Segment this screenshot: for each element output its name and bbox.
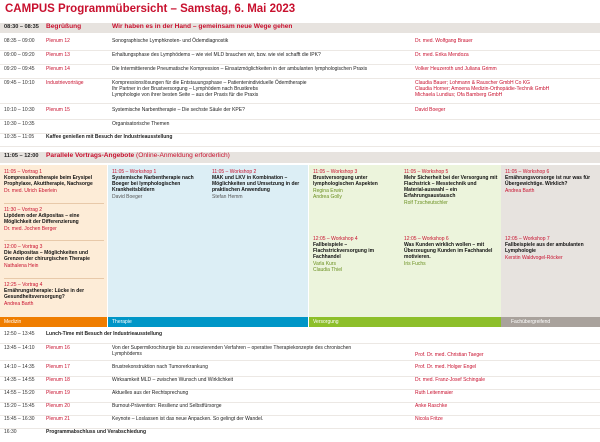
workshop-speaker: Claudia Thiel [313, 267, 343, 273]
row-time: 13:45 – 14:10 [4, 345, 35, 351]
workshop-title: Fallbeispiele aus der ambulanten Lymphologie [505, 242, 584, 254]
workshop-title: Fallbeispiele – Flachstrickversorgung im Fachhandel [313, 242, 375, 260]
workshop-head: 12:05 – Workshop 7 [505, 236, 550, 242]
workshop-title: Systemische Narbentherapie nach Boeger bei lymphologischen Krankheitsbildern [112, 175, 194, 193]
row-desc: Kaffee genießen mit Besuch der Industrieausstellung [46, 134, 173, 140]
workshop-head: 12:05 – Workshop 4 [313, 236, 358, 242]
divider [4, 278, 104, 279]
workshop-card [313, 236, 398, 273]
workshop-head: 11:05 – Workshop 6 [505, 169, 550, 175]
industry-row [0, 80, 600, 104]
parallel-title: Parallele Vortrags-Angebote (Online-Anmeldung erforderlich) [46, 152, 230, 159]
page-title: CAMPUS Programmübersicht – Samstag, 6. Mai 2023 [5, 3, 296, 15]
row-label: Plenum 18 [46, 377, 70, 383]
row-speaker: Volker Heuzeroth und Juliana Grimm [415, 66, 497, 72]
row-desc: Lunch-Time mit Besuch der Industrieausstellung [46, 331, 163, 337]
schedule-row [0, 345, 600, 361]
industry-speaker-1: Claudia Bauer; Lohmann & Rauscher GmbH Co KG [415, 80, 531, 86]
vortrag-title: Ernährungstherapie: Lücke in der Gesundheitsversorgung? [4, 288, 85, 300]
vortrag-speaker: Andrea Barth [4, 301, 34, 307]
opening-label: Begrüßung [46, 23, 82, 30]
industry-speaker-3: Michaela Lundius; Ofa Bamberg GmbH [415, 92, 503, 98]
schedule-row [0, 38, 600, 51]
divider [4, 203, 104, 204]
row-desc: Die Intermittierende Pneumatische Kompression – Einsatzmöglichkeiten in der ambulanten lymphologischen Praxis [112, 66, 368, 72]
row-time: 14:55 – 15:20 [4, 390, 35, 396]
row-speaker: Anke Raschke [415, 403, 448, 409]
row-speaker: Dr. med. Erika Mendoza [415, 52, 469, 58]
row-speaker: David Boeger [415, 107, 446, 113]
row-label: Plenum 13 [46, 52, 70, 58]
schedule-row [0, 377, 600, 390]
industry-desc-2: Ihr Partner in der Brustversorgung – Lymphödem nach Brustkrebs [112, 86, 258, 92]
row-speaker: Prof. Dr. med. Holger Engel [415, 364, 477, 370]
row-time: 14:10 – 14:35 [4, 364, 35, 370]
row-speaker: Ruth Leitenmaier [415, 390, 454, 396]
vortrag-title: Kompressionstherapie beim Erysipel Prophylaxe, Akuttherapie, Nachsorge [4, 175, 93, 187]
legend-fach: Fachübergreifend [501, 317, 600, 327]
vortrag-card [4, 207, 106, 232]
row-desc: Brustrekonstruktion nach Tumorerkrankung [112, 364, 208, 370]
divider [4, 240, 104, 241]
row-label: Plenum 16 [46, 345, 70, 351]
row-desc: Keynote – Loslassen ist das neue Anpacken. So gelingt der Wandel. [112, 416, 264, 422]
row-time: 14:35 – 14:55 [4, 377, 35, 383]
workshop-card [404, 236, 498, 267]
row-time: 10:35 – 11:05 [4, 134, 35, 140]
row-time: 15:45 – 16:30 [4, 416, 35, 422]
row-time: 12:50 – 13:45 [4, 331, 35, 337]
row-speaker: Prof. Dr. med. Christian Taeger [415, 352, 484, 358]
legend-versorgung: Versorgung [309, 317, 501, 327]
lunch-row [0, 331, 600, 344]
workshop-head: 11:05 – Workshop 3 [313, 169, 358, 175]
workshop-speaker: Kerstin Waldvogel-Röcker [505, 255, 563, 261]
vortrag-card [4, 169, 106, 194]
workshop-speaker: Varla Kurs [313, 261, 336, 267]
row-label: Plenum 14 [46, 66, 70, 72]
workshop-speaker: Andrea Barth [505, 188, 535, 194]
workshop-card [112, 169, 205, 200]
vortrag-speaker: Dr. med. Ulrich Eberlein [4, 188, 57, 194]
workshop-speaker: Stefan Hemm [212, 194, 243, 200]
schedule-row [0, 52, 600, 65]
vortrag-head: 12:00 – Vortrag 3 [4, 244, 43, 250]
row-time: 10:10 – 10:30 [4, 107, 35, 113]
row-speaker: Dr. med. Franz-Josef Schingale [415, 377, 486, 383]
workshop-speaker: David Boeger [112, 194, 143, 200]
vortrag-head: 11:30 – Vortrag 2 [4, 207, 42, 213]
legend-therapie: Therapie [108, 317, 308, 327]
parallel-bar [0, 152, 600, 163]
row-time: 15:20 – 15:45 [4, 403, 35, 409]
workshop-title: Brustversorgung unter lymphologischen Aspekten [313, 175, 378, 187]
row-desc: Wirksamkeit MLD – zwischen Wunsch und Wirklichkeit [112, 377, 234, 383]
opening-time: 08:30 – 08:35 [4, 24, 39, 30]
row-desc: Von der Supermikrochirurgie bis zu resezierenden Verfahren – operative Therapiekonzepte des chronischen Lymphödems [112, 345, 352, 357]
coffee-row [0, 134, 600, 147]
workshop-card [404, 169, 498, 206]
row-time: 09:00 – 09:20 [4, 52, 35, 58]
row-time: 08:35 – 09:00 [4, 38, 35, 44]
row-label: Plenum 19 [46, 390, 70, 396]
workshop-head: 11:05 – Workshop 5 [404, 169, 449, 175]
workshop-card [313, 169, 398, 200]
row-desc: Burnout-Prävention: Resilienz und Selbstfürsorge [112, 403, 222, 409]
row-speaker: Dr. med. Wolfgang Brauer [415, 38, 473, 44]
workshop-card [505, 236, 597, 261]
vortrag-title: Die Adipositas – Möglichkeiten und Grenzen der chirurgischen Therapie [4, 250, 90, 262]
workshop-head: 12:05 – Workshop 6 [404, 236, 449, 242]
schedule-row [0, 107, 600, 120]
row-time: 16:30 [4, 429, 17, 435]
workshop-head: 11:05 – Workshop 1 [112, 169, 157, 175]
vortrag-card [4, 282, 106, 307]
row-desc: Organisatorische Themen [112, 121, 170, 127]
schedule-row [0, 390, 600, 403]
industry-desc-1: Kompressionslösungen für die Entstauungsphase – Patientenindividuelle Ödemtherapie [112, 80, 307, 86]
row-desc: Systemische Narbentherapie – Die sechste Säule der KPE? [112, 107, 245, 113]
row-desc: Aktuelles aus der Rechtsprechung [112, 390, 189, 396]
vortrag-card [4, 244, 106, 269]
row-time: 09:45 – 10:10 [4, 80, 35, 86]
opening-text: Wir haben es in der Hand – gemeinsam neue Wege gehen [112, 23, 293, 30]
row-label: Industrievorträge [46, 80, 84, 86]
row-label: Plenum 12 [46, 38, 70, 44]
legend-medizin: Medizin [0, 317, 107, 327]
vortrag-head: 11:05 – Vortrag 1 [4, 169, 42, 175]
row-speaker: Nicola Fritze [415, 416, 443, 422]
vortrag-head: 12:25 – Vortrag 4 [4, 282, 43, 288]
row-label: Plenum 17 [46, 364, 70, 370]
schedule-row [0, 66, 600, 79]
row-desc: Sonographische Lymphknoten- und Ödemdiagnostik [112, 38, 229, 44]
workshop-card [212, 169, 305, 200]
parallel-time: 11:05 – 12:00 [4, 153, 39, 159]
opening-bar [0, 23, 600, 33]
industry-desc-3: Lymphologie von ihrer besten Seite – aus der Praxis für die Praxis [112, 92, 259, 98]
row-label: Plenum 15 [46, 107, 70, 113]
vortrag-speaker: Dr. med. Jochen Berger [4, 226, 57, 232]
workshop-title: MAK und LKV in Kombination – Möglichkeiten und Umsetzung in der praktischen Anwendung [212, 175, 300, 193]
schedule-row [0, 403, 600, 416]
row-time: 09:20 – 09:45 [4, 66, 35, 72]
workshop-speaker: Iris Fuchs [404, 261, 426, 267]
vortrag-title: Lipödem oder Adipositas – eine Möglichkeit der Differenzierung [4, 213, 80, 225]
row-desc: Programmabschluss und Verabschiedung [46, 429, 147, 435]
workshop-head: 11:05 – Workshop 2 [212, 169, 257, 175]
workshop-speaker: Regina Erwin [313, 188, 343, 194]
closing-row [0, 429, 600, 442]
vortrag-speaker: Nathalena Hein [4, 263, 39, 269]
workshop-speaker: Andrea Golly [313, 194, 342, 200]
schedule-row [0, 416, 600, 429]
workshop-speaker: Rolf Tzscheutschler [404, 200, 448, 206]
workshop-card [505, 169, 597, 194]
row-time: 10:30 – 10:35 [4, 121, 35, 127]
workshop-title: Was Kunden wirklich wollen – mit Überzeugung Kunden im Fachhandel motivieren. [404, 242, 493, 260]
workshop-title: Ernährungsvorsorge ist nur was für Übergewichtige. Wirklich? [505, 175, 591, 187]
industry-speaker-2: Claudia Horner; Amoena Medizin-Orthopädie-Technik GmbH [415, 86, 550, 92]
workshop-title: Mehr Sicherheit bei der Versorgung mit Flachstrick – Messtechnik und Material-auswahl – ein Erfahrungsaustausch [404, 175, 498, 199]
row-desc: Erhaltungsphase des Lymphödems – wie viel MLD brauchen wir, bzw. wie viel schafft die IPK? [112, 52, 321, 58]
schedule-row [0, 364, 600, 377]
schedule-row [0, 121, 600, 134]
row-label: Plenum 21 [46, 416, 70, 422]
row-label: Plenum 20 [46, 403, 70, 409]
